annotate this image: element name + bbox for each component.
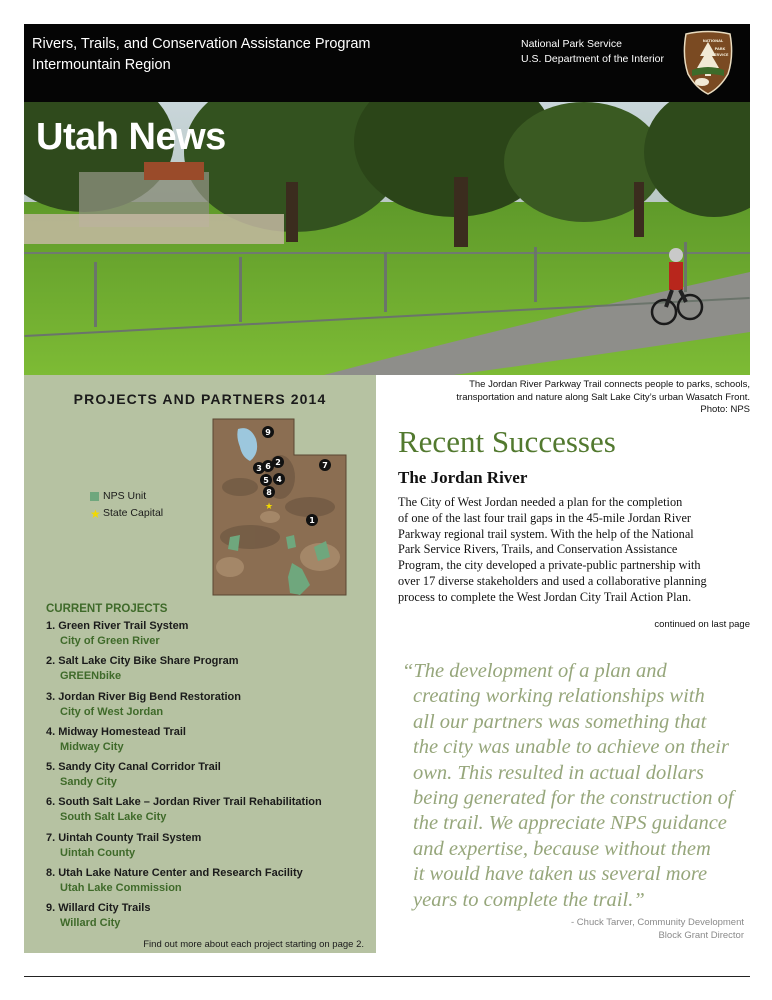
project-name: 2. Salt Lake City Bike Share Program: [46, 655, 239, 668]
quote-line: “The development of a plan and: [402, 660, 667, 682]
svg-text:NATIONAL: NATIONAL: [702, 39, 724, 43]
list-item: [46, 901, 376, 936]
svg-text:★: ★: [265, 502, 274, 512]
body-line: The City of West Jordan needed a plan for the completion: [398, 495, 683, 509]
project-name: 9. Willard City Trails: [46, 902, 151, 915]
list-item: [46, 654, 376, 689]
agency-name: [521, 37, 664, 67]
nps-arrowhead-logo: [680, 30, 736, 96]
attribution-line-1: - Chuck Tarver, Community Development: [571, 917, 744, 928]
project-list: [46, 619, 376, 937]
legend-state-capital: [90, 505, 163, 522]
svg-text:PARK: PARK: [714, 47, 726, 51]
map-legend: [90, 488, 163, 522]
footer-rule: [24, 976, 750, 977]
svg-text:8: 8: [266, 488, 272, 497]
project-partner: Uintah County: [60, 846, 136, 859]
pull-quote: [402, 659, 747, 913]
utah-map: [210, 417, 350, 597]
body-line: of one of the last four trail gaps in the 45-mile Jordan River: [398, 510, 691, 525]
project-name: 3. Jordan River Big Bend Restoration: [46, 690, 241, 703]
photo-caption: [390, 379, 750, 417]
list-item: [46, 690, 376, 725]
svg-text:1: 1: [309, 516, 315, 525]
caption-line-1: The Jordan River Parkway Trail connects people to parks, schools,: [469, 379, 750, 390]
project-partner: Utah Lake Commission: [60, 882, 182, 895]
header-bar: [24, 24, 750, 102]
body-line: Park Service Rivers, Trails, and Conservation Assistance: [398, 542, 678, 557]
current-projects-title: CURRENT PROJECTS: [46, 603, 168, 615]
map-marker-9: [262, 426, 274, 438]
quote-line: it would have taken us several more: [413, 863, 708, 886]
body-line: Parkway regional trail system. With the help of the National: [398, 526, 694, 541]
quote-line: the city was unable to achieve on their: [413, 736, 729, 759]
agency-line-1: National Park Service: [521, 38, 622, 50]
project-partner: Sandy City: [60, 776, 117, 789]
article-body: [398, 495, 738, 606]
legend-nps-unit: [90, 488, 163, 505]
list-item: [46, 760, 376, 795]
map-marker-1: [306, 514, 318, 526]
projects-sidebar: [24, 375, 376, 953]
quote-line: own. This resulted in actual dollars: [413, 761, 704, 784]
quote-attribution: [571, 917, 744, 942]
article-subtitle: The Jordan River: [398, 468, 528, 487]
svg-text:3: 3: [256, 464, 262, 473]
star-icon: ★: [90, 506, 101, 521]
legend-label: NPS Unit: [103, 490, 147, 502]
body-line: Program, the city developed a private-public partnership with: [398, 558, 701, 573]
list-item: [46, 619, 376, 654]
attribution-line-2: Block Grant Director: [658, 929, 744, 941]
program-line-1: Rivers, Trails, and Conservation Assistance Program: [32, 36, 371, 52]
svg-text:7: 7: [322, 461, 328, 470]
project-partner: Midway City: [60, 740, 124, 753]
legend-label: State Capital: [103, 507, 164, 519]
list-item: [46, 795, 376, 830]
map-marker-5: [260, 474, 272, 486]
project-partner: City of West Jordan: [60, 705, 164, 718]
quote-line: and expertise, because without them: [413, 837, 711, 860]
map-marker-8: [263, 486, 275, 498]
map-marker-4: [273, 473, 285, 485]
project-name: 8. Utah Lake Nature Center and Research Facility: [46, 867, 303, 880]
quote-line: creating working relationships with: [413, 685, 705, 708]
sidebar-heading: PROJECTS AND PARTNERS 2014: [73, 391, 327, 407]
project-partner: GREENbike: [60, 670, 122, 683]
svg-text:9: 9: [265, 428, 271, 437]
map-marker-2: [272, 456, 284, 468]
continued-note: continued on last page: [654, 619, 750, 630]
svg-text:4: 4: [276, 475, 282, 484]
list-item: [46, 725, 376, 760]
svg-text:5: 5: [263, 476, 269, 485]
project-name: 7. Uintah County Trail System: [46, 831, 202, 844]
newsletter-title: Utah News: [36, 116, 226, 158]
map-marker-7: [319, 459, 331, 471]
quote-line: the trail. We appreciate NPS guidance: [413, 812, 727, 835]
quote-line: all our partners was something that: [413, 710, 707, 733]
caption-line-3: Photo: NPS: [700, 404, 750, 415]
quote-line: years to complete the trail.”: [413, 888, 645, 911]
list-item: [46, 831, 376, 866]
list-item: [46, 866, 376, 901]
project-name: 6. South Salt Lake – Jordan River Trail Rehabilitation: [46, 796, 322, 809]
quote-line: being generated for the construction of: [413, 787, 734, 810]
body-line: over 17 diverse stakeholders and used a collaborative planning: [398, 573, 707, 588]
svg-text:6: 6: [265, 462, 271, 471]
article-title: Recent Successes: [398, 424, 616, 459]
project-partner: Willard City: [60, 917, 121, 930]
green-square-icon: [90, 492, 99, 501]
svg-text:2: 2: [275, 458, 281, 467]
project-partner: South Salt Lake City: [60, 811, 167, 824]
project-name: 1. Green River Trail System: [46, 620, 189, 632]
body-line: process to complete the West Jordan City Trail Action Plan.: [398, 589, 692, 604]
project-name: 5. Sandy City Canal Corridor Trail: [46, 761, 221, 774]
find-out-more-note: Find out more about each project starting on page 2.: [143, 939, 364, 950]
agency-line-2: U.S. Department of the Interior: [521, 53, 664, 65]
program-name: [32, 34, 370, 76]
caption-line-2: transportation and nature along Salt Lake City’s urban Wasatch Front.: [456, 391, 750, 403]
svg-text:SERVICE: SERVICE: [711, 53, 729, 57]
hero-photo: [24, 102, 750, 375]
program-line-2: Intermountain Region: [32, 57, 171, 73]
project-name: 4. Midway Homestead Trail: [46, 725, 186, 738]
project-partner: City of Green River: [60, 635, 160, 647]
